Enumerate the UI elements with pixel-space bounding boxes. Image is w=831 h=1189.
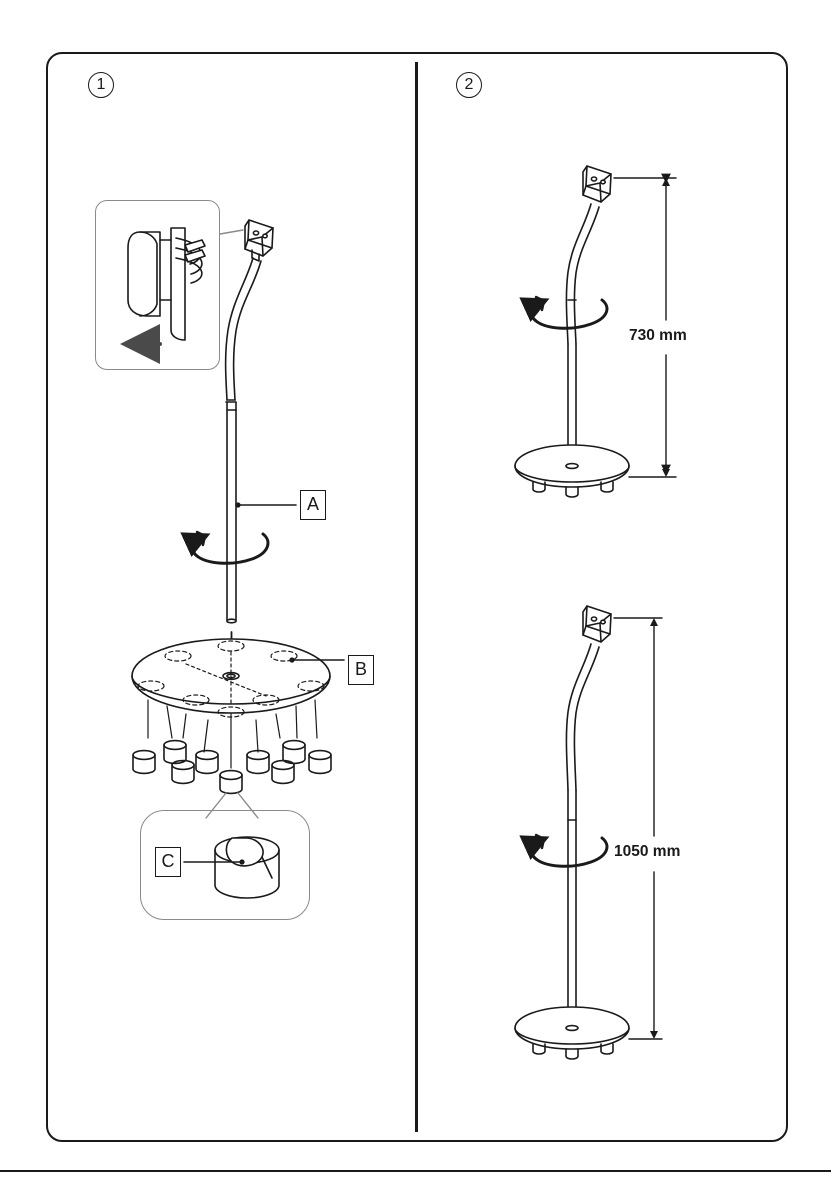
part-label-a: A — [300, 490, 326, 520]
step-number-2: 2 — [456, 72, 482, 98]
dimension-1050mm: 1050 mm — [614, 843, 681, 860]
part-label-b: B — [348, 655, 374, 685]
page-bottom-rule — [0, 1170, 831, 1172]
panel-divider — [415, 62, 418, 1132]
step-number-1: 1 — [88, 72, 114, 98]
part-label-c: C — [155, 847, 181, 877]
cable-routing-detail-box — [95, 200, 220, 370]
dimension-730mm: 730 mm — [629, 327, 687, 344]
